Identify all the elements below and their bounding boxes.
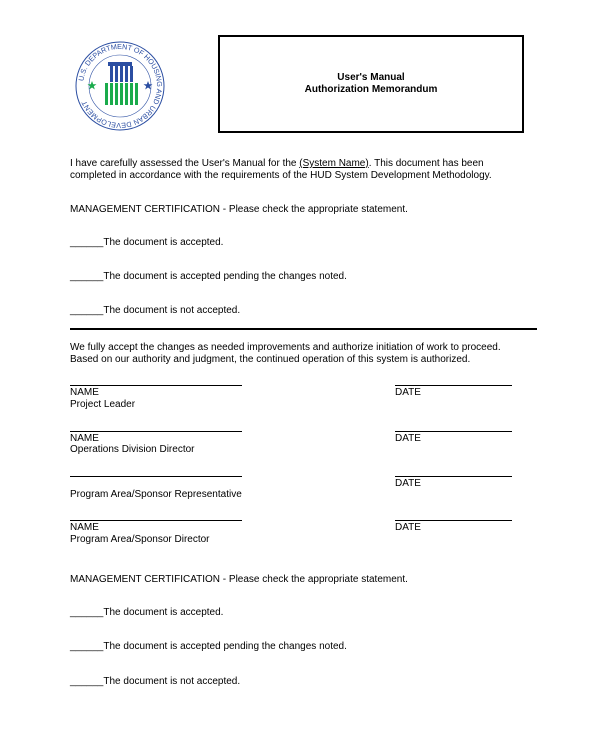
date-label: DATE — [395, 433, 421, 444]
name-label: NAME — [70, 387, 99, 398]
intro-paragraph — [70, 158, 492, 182]
name-signature-line[interactable] — [70, 385, 242, 386]
acceptance-line-2: Based on our authority and judgment, the continued operation of this system is authorized. — [70, 354, 471, 365]
signer-role: Program Area/Sponsor Director — [70, 534, 210, 545]
signer-role: Program Area/Sponsor Representative — [70, 489, 242, 500]
name-label: NAME — [70, 522, 99, 533]
intro-line-2: completed in accordance with the requirements of the HUD System Development Methodology. — [70, 170, 492, 181]
certification-heading-2: MANAGEMENT CERTIFICATION - Please check the appropriate statement. — [70, 574, 408, 585]
signer-role: Project Leader — [70, 399, 136, 410]
name-signature-line[interactable] — [70, 520, 242, 521]
seal-ring-text: U.S. DEPARTMENT OF HOUSING AND URBAN DEVELOPMENT — [76, 41, 165, 131]
acceptance-paragraph — [70, 342, 501, 366]
option-accepted-pending[interactable]: ______The document is accepted pending the changes noted. — [70, 271, 347, 282]
document-title-box — [218, 35, 524, 133]
date-signature-line[interactable] — [395, 520, 512, 521]
date-label: DATE — [395, 522, 421, 533]
system-name-field: (System Name) — [299, 158, 369, 169]
option-accepted-2[interactable]: ______The document is accepted. — [70, 607, 224, 618]
intro-line-1: I have carefully assessed the User's Manual for the (System Name). This document has been — [70, 158, 484, 169]
date-label: DATE — [395, 478, 421, 489]
signer-role: Operations Division Director — [70, 444, 195, 455]
option-accepted[interactable]: ______The document is accepted. — [70, 237, 224, 248]
option-accepted-pending-2[interactable]: ______The document is accepted pending the changes noted. — [70, 641, 347, 652]
date-signature-line[interactable] — [395, 431, 512, 432]
date-signature-line[interactable] — [395, 476, 512, 477]
date-signature-line[interactable] — [395, 385, 512, 386]
document-subtitle: Authorization Memorandum — [304, 84, 438, 95]
date-label: DATE — [395, 387, 421, 398]
seal-ground-icon — [105, 83, 138, 105]
hud-seal-logo — [74, 40, 166, 132]
option-not-accepted[interactable]: ______The document is not accepted. — [70, 305, 241, 316]
acceptance-line-1: We fully accept the changes as needed improvements and authorize initiation of work to proceed. — [70, 342, 501, 353]
name-label: NAME — [70, 433, 99, 444]
section-divider — [70, 328, 537, 330]
document-title: User's Manual — [337, 72, 405, 83]
name-signature-line[interactable] — [70, 476, 242, 477]
certification-heading: MANAGEMENT CERTIFICATION - Please check the appropriate statement. — [70, 204, 408, 215]
name-signature-line[interactable] — [70, 431, 242, 432]
seal-building-icon — [108, 62, 133, 82]
option-not-accepted-2[interactable]: ______The document is not accepted. — [70, 676, 241, 687]
